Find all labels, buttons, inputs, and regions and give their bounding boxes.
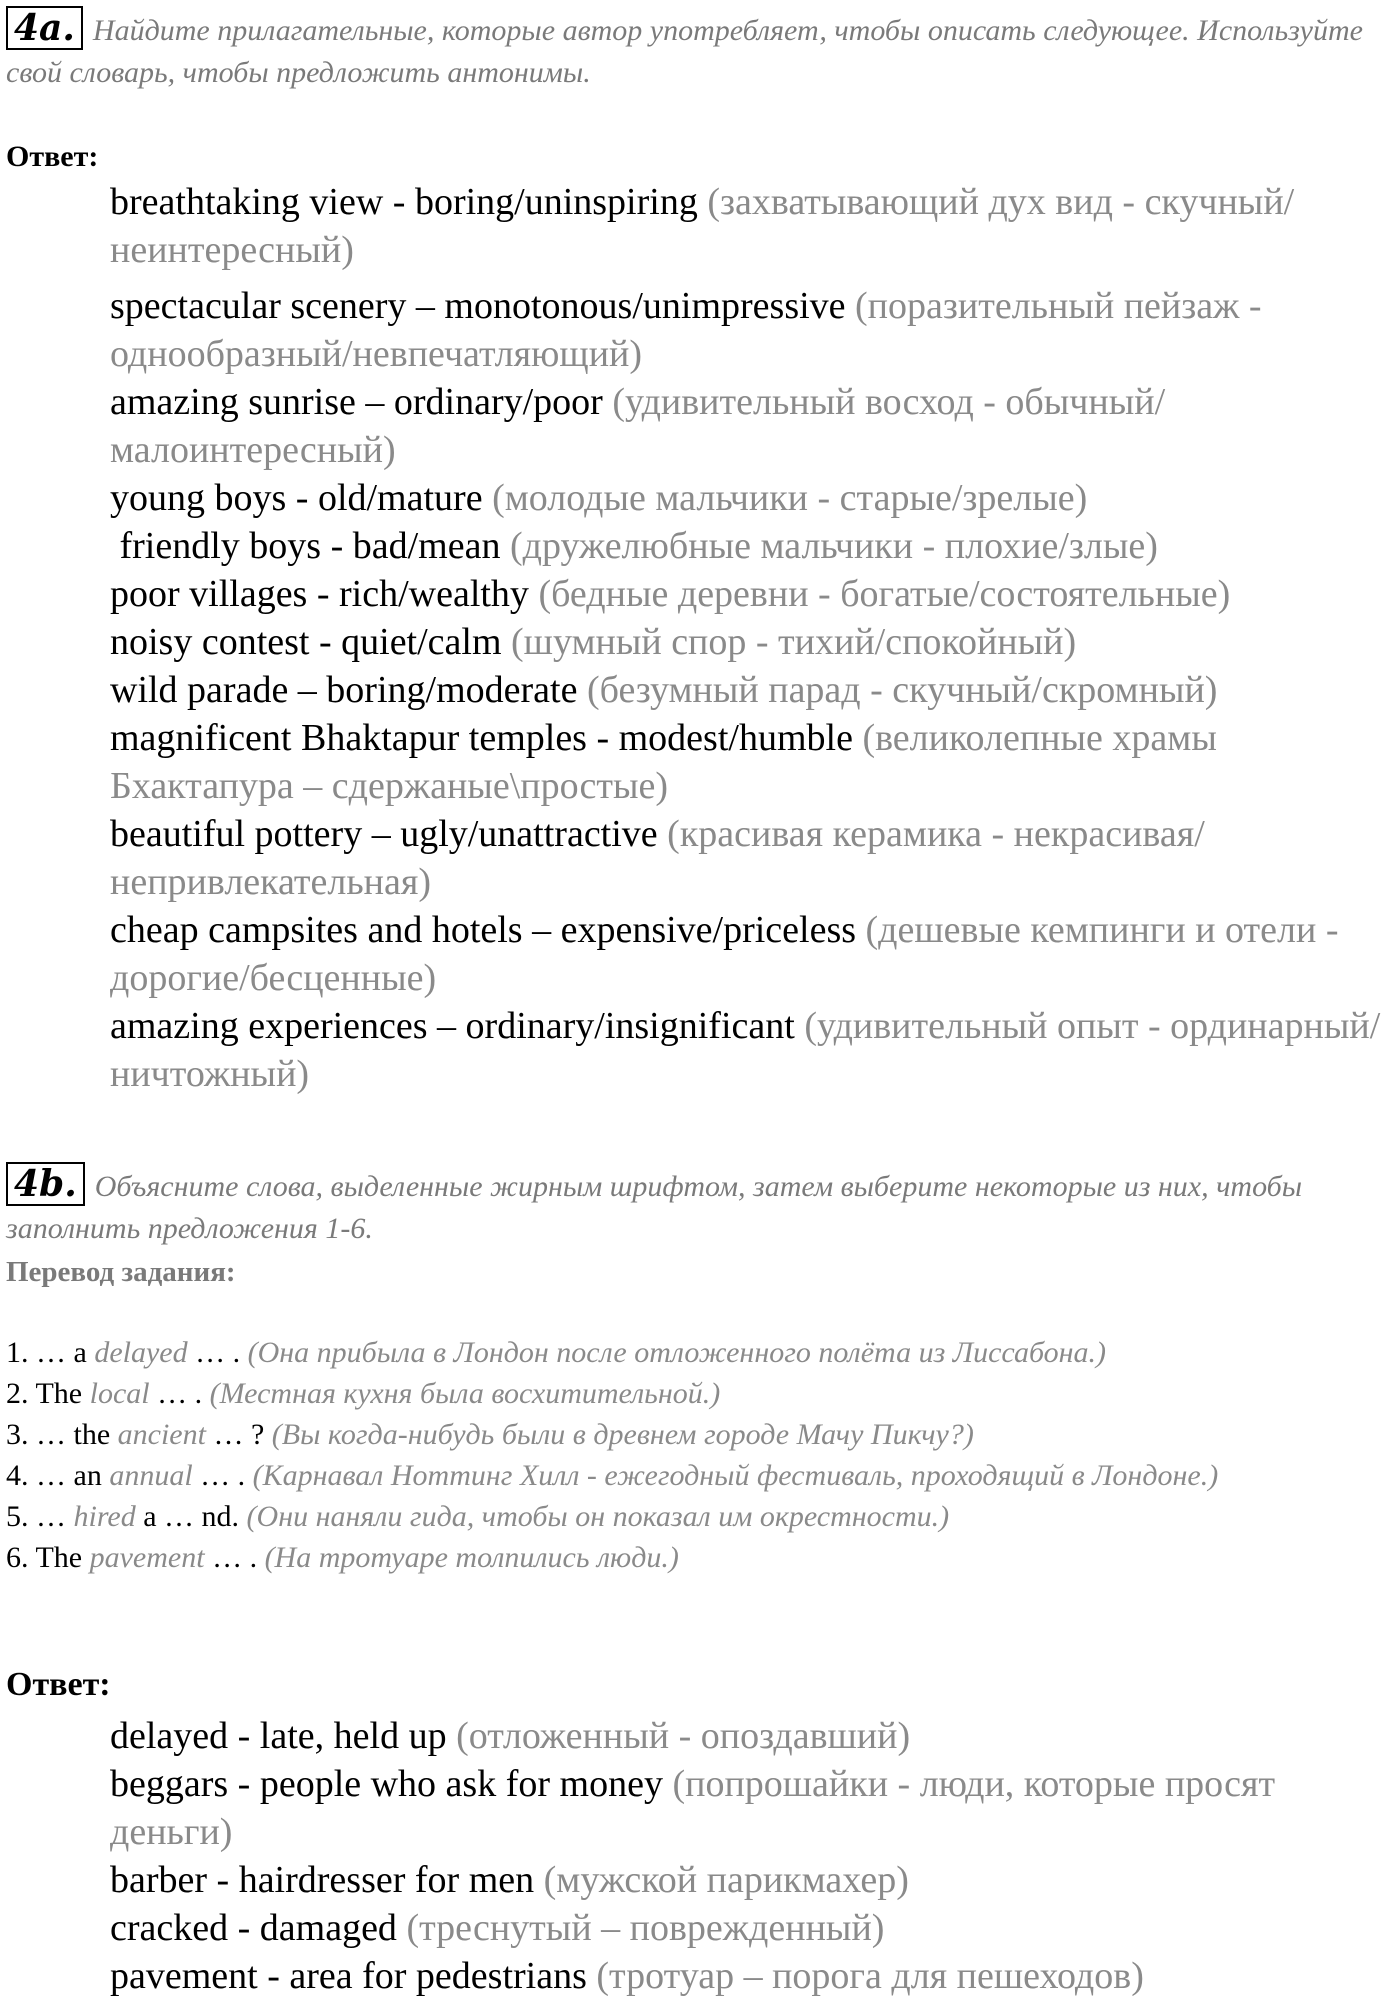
antonym-pair: poor villages - rich/wealthy bbox=[110, 573, 529, 615]
antonym-pair: amazing experiences – ordinary/insignificant bbox=[110, 1005, 795, 1047]
translation: (попрошайки - люди, которые просят деньги) bbox=[110, 1763, 1276, 1853]
translation: (красивая керамика - некрасивая/непривлекательная) bbox=[110, 813, 1205, 903]
translation: (отложенный - опоздавший) bbox=[446, 1715, 911, 1757]
list-item bbox=[110, 378, 1390, 474]
sentence-suffix: … . bbox=[187, 1336, 248, 1369]
sentence-prefix: 1. … a bbox=[6, 1336, 95, 1369]
sentence-translation: (На тротуаре толпились люди.) bbox=[264, 1541, 679, 1574]
list-item bbox=[110, 1856, 1390, 1904]
translation-label: Перевод задания: bbox=[6, 1256, 236, 1288]
key-word: hired bbox=[73, 1500, 136, 1533]
translation: (удивительный опыт - ординарный/ничтожный) bbox=[110, 1005, 1381, 1095]
translation: (захватывающий дух вид - скучный/неинтересный) bbox=[110, 181, 1295, 271]
list-item bbox=[110, 178, 1390, 274]
translation: (мужской парикмахер) bbox=[534, 1859, 909, 1901]
sentence-item bbox=[6, 1332, 1386, 1373]
sentence-item bbox=[6, 1537, 1386, 1578]
list-item bbox=[110, 522, 1390, 570]
sentence-prefix: 4. … an bbox=[6, 1459, 110, 1492]
task-4a-header bbox=[6, 6, 1386, 94]
sentence-item bbox=[6, 1455, 1386, 1496]
task-4a-answer-label: Ответ: bbox=[6, 140, 99, 173]
antonym-pair: young boys - old/mature bbox=[110, 477, 483, 519]
list-item bbox=[110, 1760, 1390, 1856]
key-word: pavement bbox=[89, 1541, 205, 1574]
task-4b-instruction: Объясните слова, выделенные жирным шрифтом, затем выберите некоторые из них, чтобы заполнить предложения 1-6. bbox=[6, 1170, 1303, 1245]
sentence-suffix: … . bbox=[204, 1541, 265, 1574]
translation: (поразительный пейзаж - однообразный/невпечатляющий) bbox=[110, 285, 1262, 375]
list-item bbox=[110, 282, 1390, 378]
sentence-prefix: 6. The bbox=[6, 1541, 90, 1574]
key-word: annual bbox=[109, 1459, 193, 1492]
sentence-prefix: 5. … bbox=[6, 1500, 74, 1533]
translation: (тротуар – порога для пешеходов) bbox=[586, 1955, 1144, 1997]
list-item bbox=[110, 570, 1390, 618]
sentence-item bbox=[6, 1414, 1386, 1455]
translation: (шумный спор - тихий/спокойный) bbox=[501, 621, 1077, 663]
sentence-item bbox=[6, 1496, 1386, 1537]
translation: (бедные деревни - богатые/состоятельные) bbox=[528, 573, 1231, 615]
task-4b-header bbox=[6, 1162, 1386, 1250]
sentence-translation: (Она прибыла в Лондон после отложенного полёта из Лиссабона.) bbox=[247, 1336, 1107, 1369]
antonym-pair: beautiful pottery – ugly/unattractive bbox=[110, 813, 658, 855]
list-item bbox=[110, 1904, 1390, 1952]
key-word: ancient bbox=[117, 1418, 206, 1451]
antonym-pair: cheap campsites and hotels – expensive/priceless bbox=[110, 909, 857, 951]
antonym-pair: magnificent Bhaktapur temples - modest/humble bbox=[110, 717, 853, 759]
list-item bbox=[110, 906, 1390, 1002]
task-4b-answer-list bbox=[110, 1712, 1390, 2000]
antonym-pair: spectacular scenery – monotonous/unimpressive bbox=[110, 285, 846, 327]
word-definition: beggars - people who ask for money bbox=[110, 1763, 663, 1805]
word-definition: delayed - late, held up bbox=[110, 1715, 447, 1757]
key-word: delayed bbox=[94, 1336, 188, 1369]
list-item bbox=[110, 1952, 1390, 2000]
list-item bbox=[110, 1712, 1390, 1760]
translation: (молодые мальчики - старые/зрелые) bbox=[482, 477, 1088, 519]
list-item bbox=[110, 666, 1390, 714]
translation: (великолепные храмы Бхактапура – сдержаные\простые) bbox=[110, 717, 1217, 807]
list-item bbox=[110, 618, 1390, 666]
sentence-translation: (Вы когда-нибудь были в древнем городе Мачу Пикчу?) bbox=[271, 1418, 974, 1451]
translation: (безумный парад - скучный/скромный) bbox=[577, 669, 1218, 711]
antonym-pair: friendly boys - bad/mean bbox=[110, 525, 501, 567]
translation: (удивительный восход - обычный/малоинтересный) bbox=[110, 381, 1166, 471]
sentence-prefix: 2. The bbox=[6, 1377, 90, 1410]
translation: (треснутый – поврежденный) bbox=[396, 1907, 885, 1949]
sentence-suffix: … . bbox=[192, 1459, 253, 1492]
task-4a-instruction: Найдите прилагательные, которые автор употребляет, чтобы описать следующее. Используйте свой словарь, чтобы предложить антонимы. bbox=[6, 14, 1363, 89]
antonym-pair: noisy contest - quiet/calm bbox=[110, 621, 502, 663]
sentence-suffix: … ? bbox=[205, 1418, 272, 1451]
task-4b-badge: 4b. bbox=[6, 1162, 85, 1206]
sentence-translation: (Местная кухня была восхитительной.) bbox=[209, 1377, 721, 1410]
sentence-translation: (Они наняли гида, чтобы он показал им окрестности.) bbox=[246, 1500, 950, 1533]
task-4b-sentences bbox=[6, 1332, 1386, 1578]
task-4a-badge: 4a. bbox=[6, 6, 83, 50]
translation: (дружелюбные мальчики - плохие/злые) bbox=[500, 525, 1158, 567]
key-word: local bbox=[89, 1377, 150, 1410]
task-4a-answer-list bbox=[110, 178, 1390, 1098]
word-definition: pavement - area for pedestrians bbox=[110, 1955, 587, 1997]
list-item bbox=[110, 474, 1390, 522]
task-4b-answer-label: Ответ: bbox=[6, 1666, 111, 1703]
list-item bbox=[110, 1002, 1390, 1098]
antonym-pair: breathtaking view - boring/uninspiring bbox=[110, 181, 698, 223]
translation: (дешевые кемпинги и отели - дорогие/бесценные) bbox=[110, 909, 1339, 999]
sentence-item bbox=[6, 1373, 1386, 1414]
antonym-pair: amazing sunrise – ordinary/poor bbox=[110, 381, 603, 423]
sentence-prefix: 3. … the bbox=[6, 1418, 118, 1451]
list-item bbox=[110, 810, 1390, 906]
word-definition: cracked - damaged bbox=[110, 1907, 397, 1949]
sentence-translation: (Карнавал Ноттинг Хилл - ежегодный фестиваль, проходящий в Лондоне.) bbox=[252, 1459, 1219, 1492]
antonym-pair: wild parade – boring/moderate bbox=[110, 669, 578, 711]
sentence-suffix: … . bbox=[149, 1377, 210, 1410]
sentence-suffix: a … nd. bbox=[135, 1500, 247, 1533]
word-definition: barber - hairdresser for men bbox=[110, 1859, 535, 1901]
list-item bbox=[110, 714, 1390, 810]
